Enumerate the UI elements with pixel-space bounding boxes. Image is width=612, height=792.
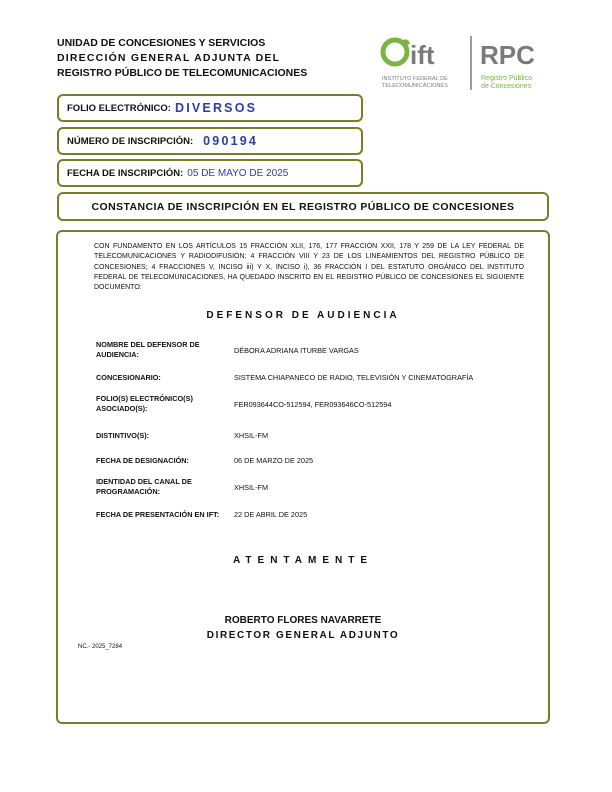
row-label-canal: IDENTIDAD DEL CANAL DE PROGRAMACIÓN: xyxy=(96,477,192,496)
header-block xyxy=(57,36,307,81)
ift-sub2: TELECOMUNICACIONES xyxy=(382,83,448,89)
numero-field xyxy=(57,127,363,155)
header-registry: REGISTRO PÚBLICO DE TELECOMUNICACIONES xyxy=(57,67,308,79)
row-value-concesionario: SISTEMA CHIAPANECO DE RADIO, TELEVISIÓN Y CINEMATOGRAFÍA xyxy=(234,373,474,382)
reference-code: NC.- 2025_7284 xyxy=(78,644,123,650)
constancia-title: CONSTANCIA DE INSCRIPCIÓN EN EL REGISTRO PÚBLICO DE CONCESIONES xyxy=(57,192,549,221)
numero-label: NÚMERO DE INSCRIPCIÓN: xyxy=(67,135,194,147)
row-label-designacion: FECHA DE DESIGNACIÓN: xyxy=(96,456,189,465)
row-label-concesionario: CONCESIONARIO: xyxy=(96,373,161,382)
fecha-value: 05 DE MAYO DE 2025 xyxy=(187,167,289,179)
legal-basis-text: CON FUNDAMENTO EN LOS ARTÍCULOS 15 FRACCIÓN XLII, 176, 177 FRACCIÓN XXII, 178 Y 259 DE LA LEY FEDERAL DE TELECOMUNICACIONES Y RADIODIFUSIÓN; 4 FRACCIÓN VIII Y 23 DE LOS LINEAMIENTOS DEL REGISTRO PÚBLICO DE CONCESIONES; 4 FRACCIONES V, INCISO iii) Y X, INCISO i), 36 FRACCIÓN I DEL ESTATUTO ORGÁNICO DEL INSTITUTO FEDERAL DE TELECOMUNICACIONES, HA QUEDADO INSCRITO EN EL REGISTRO PÚBLICO DE CONCESIONES EL SIGUIENTE DOCUMENTO: xyxy=(94,243,524,292)
ift-wordmark: ift xyxy=(410,40,435,70)
fecha-label: FECHA DE INSCRIPCIÓN: xyxy=(67,167,184,179)
header-direction: DIRECCIÓN GENERAL ADJUNTA DEL xyxy=(57,52,281,64)
rpc-wordmark: RPC xyxy=(480,40,535,70)
fecha-field xyxy=(57,159,363,187)
row-label-defensor: NOMBRE DEL DEFENSOR DE AUDIENCIA: xyxy=(96,340,200,359)
rpc-sub1: Registro Público xyxy=(481,75,532,82)
main-content xyxy=(56,230,550,724)
ift-sub1: INSTITUTO FEDERAL DE xyxy=(382,76,448,82)
folio-field xyxy=(57,94,363,122)
folio-label: FOLIO ELECTRÓNICO: xyxy=(67,102,171,114)
ift-logo-icon xyxy=(380,34,560,94)
row-label-folios: FOLIO(S) ELECTRÓNICO(S) ASOCIADO(S): xyxy=(96,394,193,413)
header-unit: UNIDAD DE CONCESIONES Y SERVICIOS xyxy=(57,37,266,49)
section-title: DEFENSOR DE AUDIENCIA xyxy=(206,310,400,321)
row-value-canal: XHSIL-FM xyxy=(234,483,269,492)
row-value-distintivo: XHSIL-FM xyxy=(234,431,269,440)
row-value-defensor: DÉBORA ADRIANA ITURBE VARGAS xyxy=(234,346,359,355)
ift-rpc-logo xyxy=(380,34,560,94)
rpc-sub2: de Concesiones xyxy=(481,83,532,90)
row-value-folios: FER093644CO-512594, FER093646CO-512594 xyxy=(234,400,392,409)
row-label-presentacion: FECHA DE PRESENTACIÓN EN IFT: xyxy=(96,510,220,519)
numero-value: 090194 xyxy=(203,134,259,148)
folio-value: DIVERSOS xyxy=(174,101,258,115)
row-value-presentacion: 22 DE ABRIL DE 2025 xyxy=(234,510,308,519)
closing-atentamente: ATENTAMENTE xyxy=(232,555,374,566)
row-label-distintivo: DISTINTIVO(S): xyxy=(96,431,150,440)
row-value-designacion: 06 DE MARZO DE 2025 xyxy=(234,456,314,465)
signer-name: ROBERTO FLORES NAVARRETE xyxy=(224,615,382,626)
signer-title: DIRECTOR GENERAL ADJUNTO xyxy=(206,630,400,641)
